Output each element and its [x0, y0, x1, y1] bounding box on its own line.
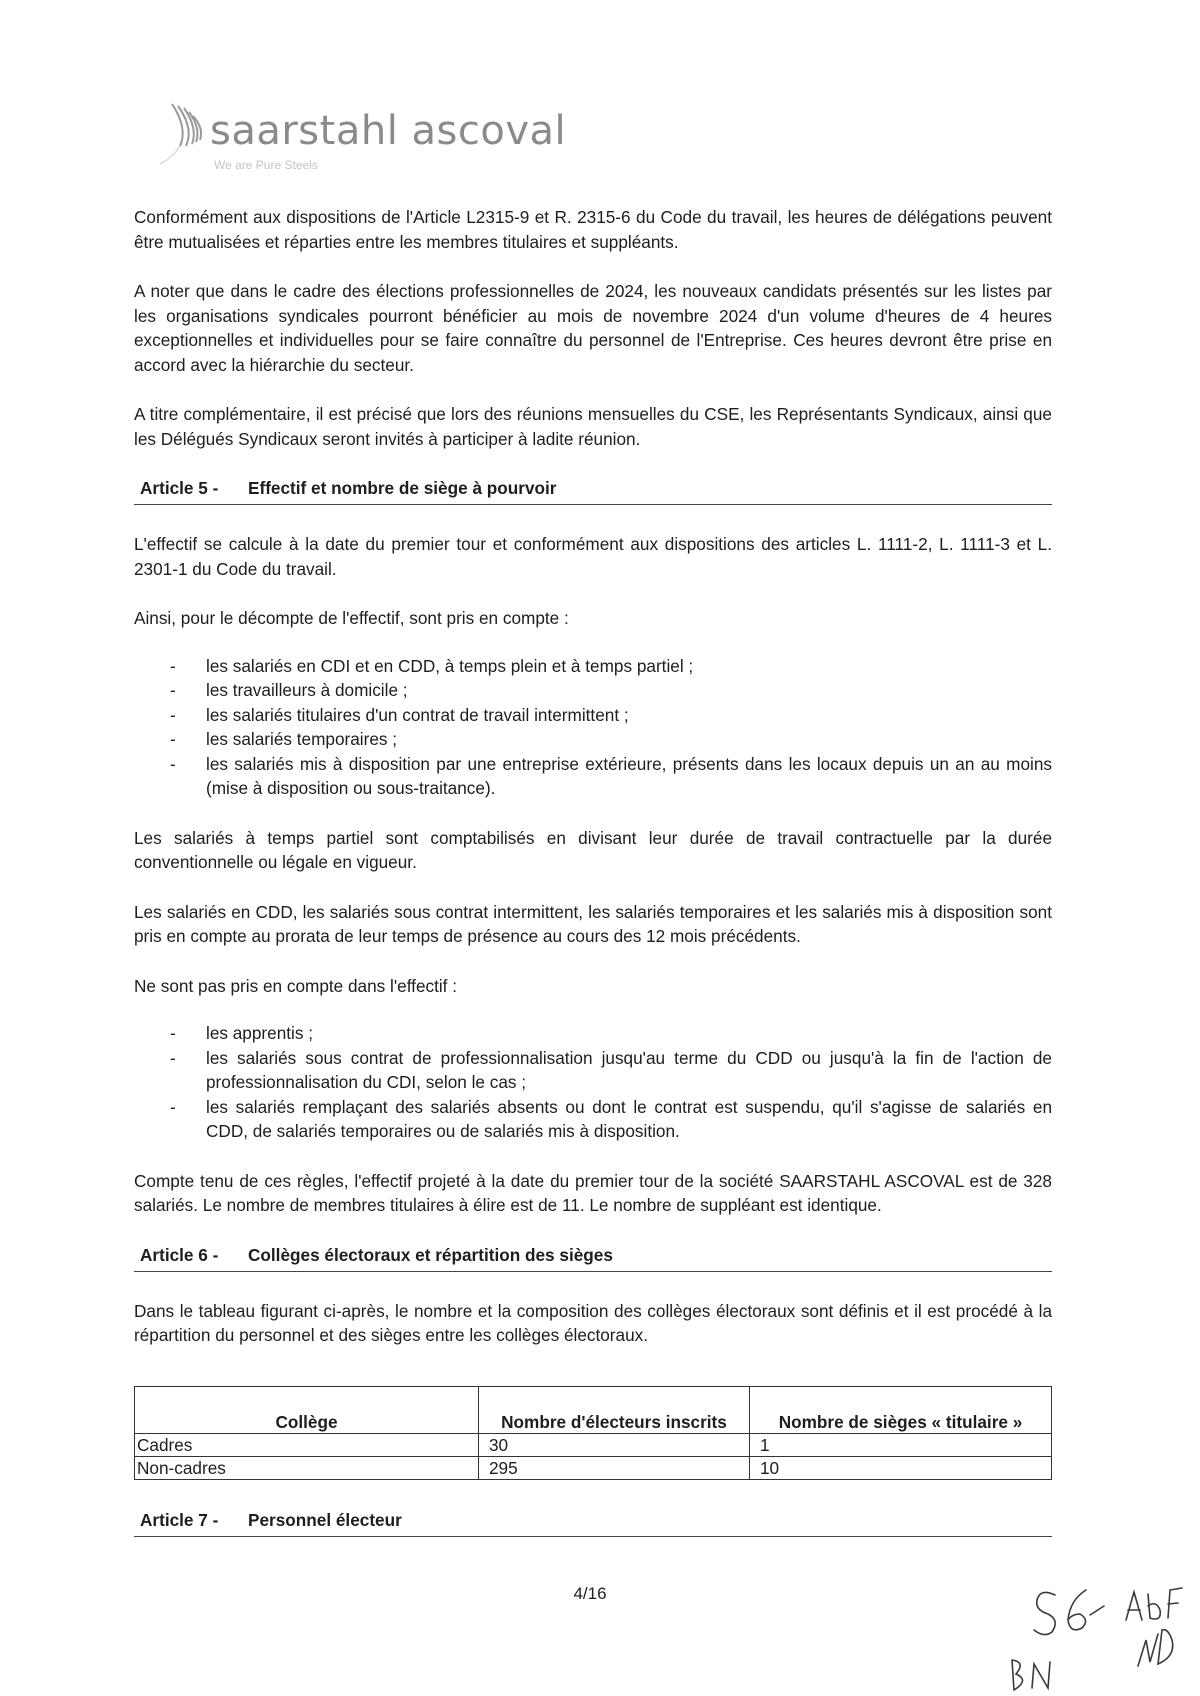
- article-title: Collèges électoraux et répartition des sièges: [248, 1244, 613, 1265]
- list-item: - les salariés en CDI et en CDD, à temps plein et à temps partiel ;: [170, 655, 694, 676]
- column-header: Nombre d'électeurs inscrits: [479, 1386, 750, 1433]
- page-number: 4/16: [573, 1584, 607, 1603]
- article-title: Personnel électeur: [248, 1509, 402, 1530]
- paragraph-prorata: Les salariés en CDD, les salariés sous contrat intermittent, les salariés temporaires et les salariés mis à disposition sont pris en compte au prorata de leur temps de présence au cours des 12 mois précédents.: [134, 901, 1052, 946]
- list-item: - les salariés temporaires ;: [170, 729, 398, 749]
- paragraph-delegation-hours: Conformément aux dispositions de l'Article L2315-9 et R. 2315-6 du Code du travail, les heures de délégations peuvent être mutualisées et réparties entre les membres titulaires et suppléants.: [134, 207, 1052, 252]
- company-name: saarstahl ascoval: [210, 108, 567, 154]
- table-cell: 295: [479, 1456, 750, 1479]
- paragraph-excluded-intro: Ne sont pas pris en compte dans l'effectif :: [134, 975, 458, 996]
- article-title: Effectif et nombre de siège à pourvoir: [248, 478, 557, 498]
- list-item: - les salariés mis à disposition par une entreprise extérieure, présents dans les locaux depuis un an au moins (mise à disposition ou sous-traitance).: [170, 753, 1052, 798]
- column-header: Collège: [135, 1386, 479, 1433]
- paragraph-conclusion: Compte tenu de ces règles, l'effectif projeté à la date du premier tour de la société SAARSTAHL ASCOVAL est de 328 salariés. Le nombre de membres titulaires à élire est de 11. Le nombre de suppléant est identique.: [134, 1170, 1052, 1215]
- article-number: Article 7 -: [140, 1509, 219, 1530]
- list-item: - les travailleurs à domicile ;: [170, 680, 408, 700]
- list-item: - les apprentis ;: [170, 1023, 314, 1043]
- paragraph-new-candidates: A noter que dans le cadre des élections professionnelles de 2024, les nouveaux candidats présentés sur les listes par les organisations syndicales pourront bénéficier au mois de novembre 2024 d'un volume d'heures de 4 heures exceptionnelles et individuelles pour se faire connaître du personnel de l'Entreprise. Ces heures devront être prise en accord avec la hiérarchie du secteur.: [134, 281, 1052, 375]
- paragraph-monthly-meetings: A titre complémentaire, il est précisé que lors des réunions mensuelles du CSE, les Représentants Syndicaux, ainsi que les Délégués Syndicaux seront invités à participer à ladite réunion.: [134, 404, 1052, 449]
- article-number: Article 6 -: [140, 1244, 219, 1265]
- article-number: Article 5 -: [140, 478, 219, 498]
- column-header: Nombre de sièges « titulaire »: [750, 1386, 1052, 1433]
- paragraph-effectif-calc: L'effectif se calcule à la date du premier tour et conformément aux dispositions des articles L. 1111-2, L. 1111-3 et L. 2301-1 du Code du travail.: [134, 534, 1052, 579]
- table-cell: 30: [479, 1433, 750, 1456]
- paragraph-included-intro: Ainsi, pour le décompte de l'effectif, sont pris en compte :: [134, 608, 569, 628]
- table-cell: Non-cadres: [135, 1456, 479, 1479]
- table-cell: 10: [750, 1456, 1052, 1479]
- table-cell: 1: [750, 1433, 1052, 1456]
- company-tagline: We are Pure Steels: [214, 158, 318, 172]
- list-item: - les salariés titulaires d'un contrat de travail intermittent ;: [170, 704, 629, 725]
- table-cell: Cadres: [135, 1433, 479, 1456]
- list-item: - les salariés remplaçant des salariés absents ou dont le contrat est suspendu, qu'il s'agisse de salariés en CDD, de salariés temporaires ou de salariés mis à disposition.: [170, 1096, 1052, 1141]
- paragraph-part-time: Les salariés à temps partiel sont comptabilisés en divisant leur durée de travail contractuelle par la durée conventionnelle ou légale en vigueur.: [134, 827, 1052, 872]
- list-item: - les salariés sous contrat de professionnalisation jusqu'au terme du CDD ou jusqu'à la fin de l'action de professionnalisation du CDI, selon le cas ;: [170, 1047, 1052, 1092]
- paragraph-colleges-intro: Dans le tableau figurant ci-après, le nombre et la composition des collèges électoraux sont définis et il est procédé à la répartition du personnel et des sièges entre les collèges électoraux.: [134, 1300, 1052, 1345]
